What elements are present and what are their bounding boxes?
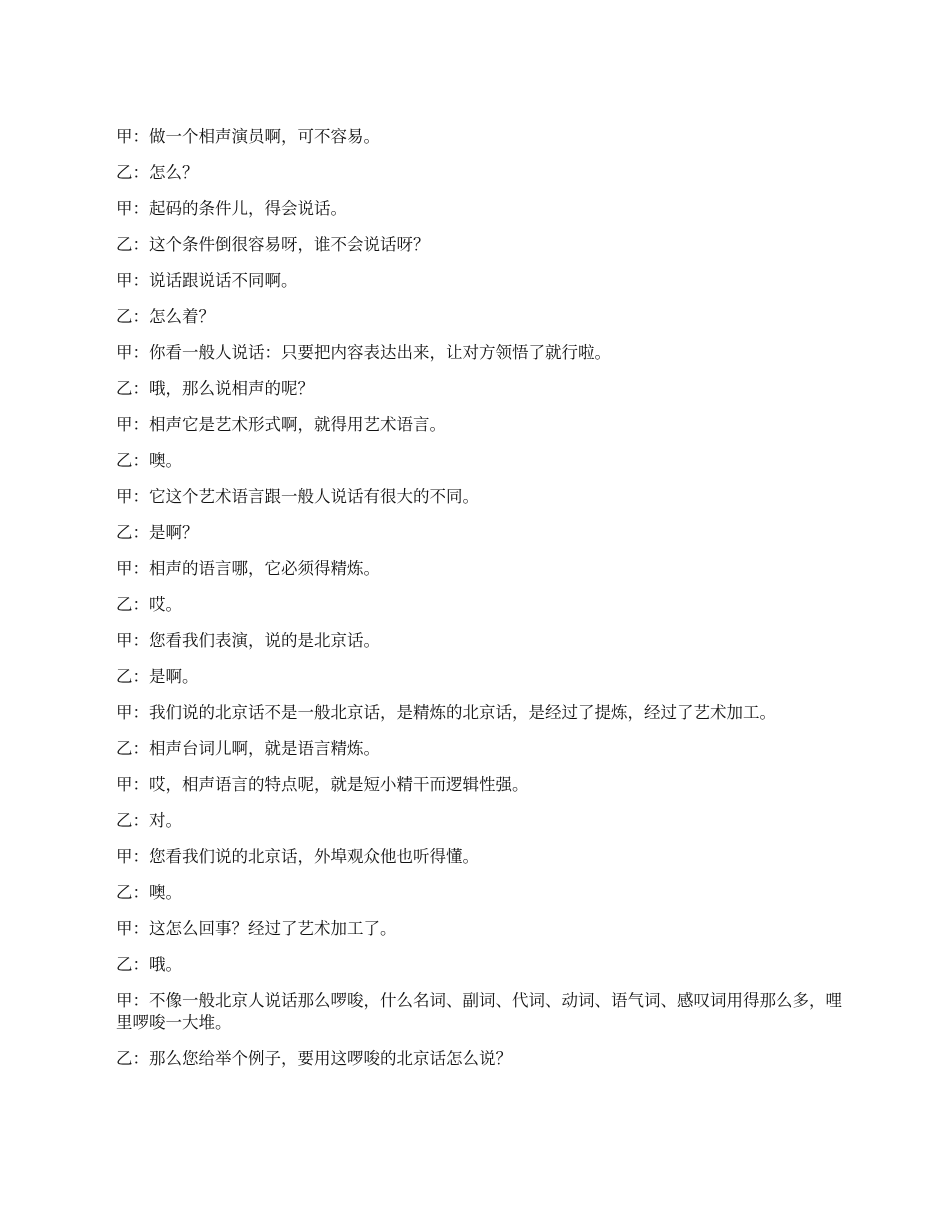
dialogue-line: 乙：哦，那么说相声的呢？ [116, 379, 314, 398]
dialogue-line: 甲：你看一般人说话：只要把内容表达出来，让对方领悟了就行啦。 [116, 343, 611, 362]
dialogue-line: 甲：说话跟说话不同啊。 [116, 271, 298, 290]
dialogue-line: 乙：噢。 [116, 883, 182, 902]
dialogue-line: 乙：这个条件倒很容易呀，谁不会说话呀？ [116, 235, 430, 254]
dialogue-line: 乙：是啊？ [116, 523, 199, 542]
dialogue-text [116, 126, 846, 1084]
dialogue-line: 乙：相声台词儿啊，就是语言精炼。 [116, 739, 380, 758]
dialogue-line: 甲：这怎么回事？经过了艺术加工了。 [116, 919, 397, 938]
dialogue-line: 乙：怎么着？ [116, 307, 215, 326]
dialogue-line: 甲：它这个艺术语言跟一般人说话有很大的不同。 [116, 487, 479, 506]
dialogue-line: 乙：噢。 [116, 451, 182, 470]
dialogue-line: 甲：哎，相声语言的特点呢，就是短小精干而逻辑性强。 [116, 775, 529, 794]
dialogue-line: 甲：相声它是艺术形式啊，就得用艺术语言。 [116, 415, 446, 434]
dialogue-line: 甲：不像一般北京人说话那么啰唆，什么名词、副词、代词、动词、语气词、感叹词用得那么多，哩里啰唆一大堆。 [116, 991, 842, 1032]
dialogue-line: 甲：做一个相声演员啊，可不容易。 [116, 127, 380, 146]
dialogue-line: 乙：哦。 [116, 955, 182, 974]
dialogue-line: 乙：怎么？ [116, 163, 199, 182]
dialogue-line: 甲：您看我们表演，说的是北京话。 [116, 631, 380, 650]
dialogue-line: 甲：起码的条件儿，得会说话。 [116, 199, 347, 218]
dialogue-line: 甲：相声的语言哪，它必须得精炼。 [116, 559, 380, 578]
dialogue-line: 乙：对。 [116, 811, 182, 830]
dialogue-line: 乙：那么您给举个例子，要用这啰唆的北京话怎么说？ [116, 1049, 512, 1068]
dialogue-line: 甲：我们说的北京话不是一般北京话，是精炼的北京话，是经过了提炼，经过了艺术加工。 [116, 703, 776, 722]
dialogue-line: 乙：哎。 [116, 595, 182, 614]
dialogue-line: 乙：是啊。 [116, 667, 199, 686]
dialogue-line: 甲：您看我们说的北京话，外埠观众他也听得懂。 [116, 847, 479, 866]
